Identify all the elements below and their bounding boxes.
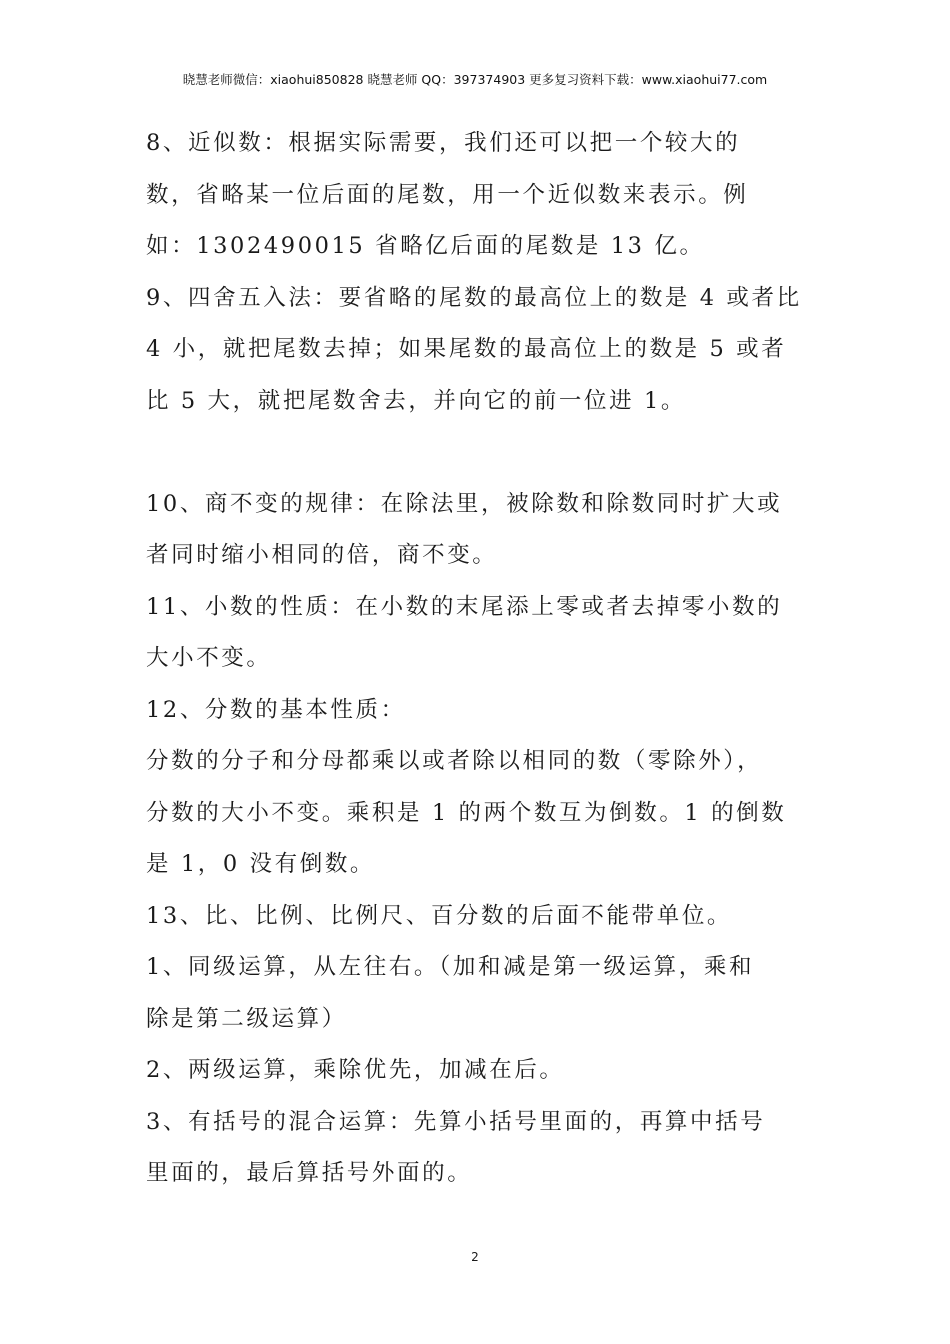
text-line: 10、商不变的规律：在除法里，被除数和除数同时扩大或	[146, 490, 783, 517]
text-line: 1、同级运算，从左往右。（加和减是第一级运算，乘和	[146, 954, 755, 980]
text-line: 11、小数的性质：在小数的末尾添上零或者去掉零小数的	[146, 593, 783, 620]
document-body	[146, 118, 814, 1200]
text-line: 者同时缩小相同的倍，商不变。	[146, 542, 498, 568]
text-line: 比 5 大，就把尾数舍去，并向它的前一位进 1。	[146, 387, 686, 414]
page-header: 晓慧老师微信：xiaohui850828 晓慧老师 QQ：397374903 更多复习资料下载：www.xiaohui77.com	[182, 72, 768, 87]
page-number: 2	[471, 1250, 479, 1264]
text-line: 大小不变。	[146, 645, 272, 671]
text-line: 是 1，0 没有倒数。	[146, 851, 376, 877]
text-line: 3、有括号的混合运算：先算小括号里面的，再算中括号	[146, 1108, 766, 1135]
text-line: 2、两级运算，乘除优先，加减在后。	[146, 1057, 565, 1083]
text-line: 分数的大小不变。乘积是 1 的两个数互为倒数。1 的倒数	[146, 799, 787, 826]
text-line: 数，省略某一位后面的尾数，用一个近似数来表示。例	[146, 181, 749, 208]
text-line: 12、分数的基本性质：	[146, 696, 406, 723]
paragraph-gap	[146, 427, 814, 479]
text-line: 里面的，最后算括号外面的。	[146, 1160, 473, 1186]
text-line: 除是第二级运算）	[146, 1005, 347, 1032]
text-line: 9、四舍五入法：要省略的尾数的最高位上的数是 4 或者比	[146, 284, 802, 311]
text-line: 8、近似数：根据实际需要，我们还可以把一个较大的	[146, 130, 741, 156]
text-line: 13、比、比例、比例尺、百分数的后面不能带单位。	[146, 902, 733, 929]
text-line: 4 小，就把尾数去掉；如果尾数的最高位上的数是 5 或者	[146, 336, 787, 362]
text-line: 如：1302490015 省略亿后面的尾数是 13 亿。	[146, 233, 705, 259]
text-line: 分数的分子和分母都乘以或者除以相同的数（零除外），	[146, 748, 763, 774]
